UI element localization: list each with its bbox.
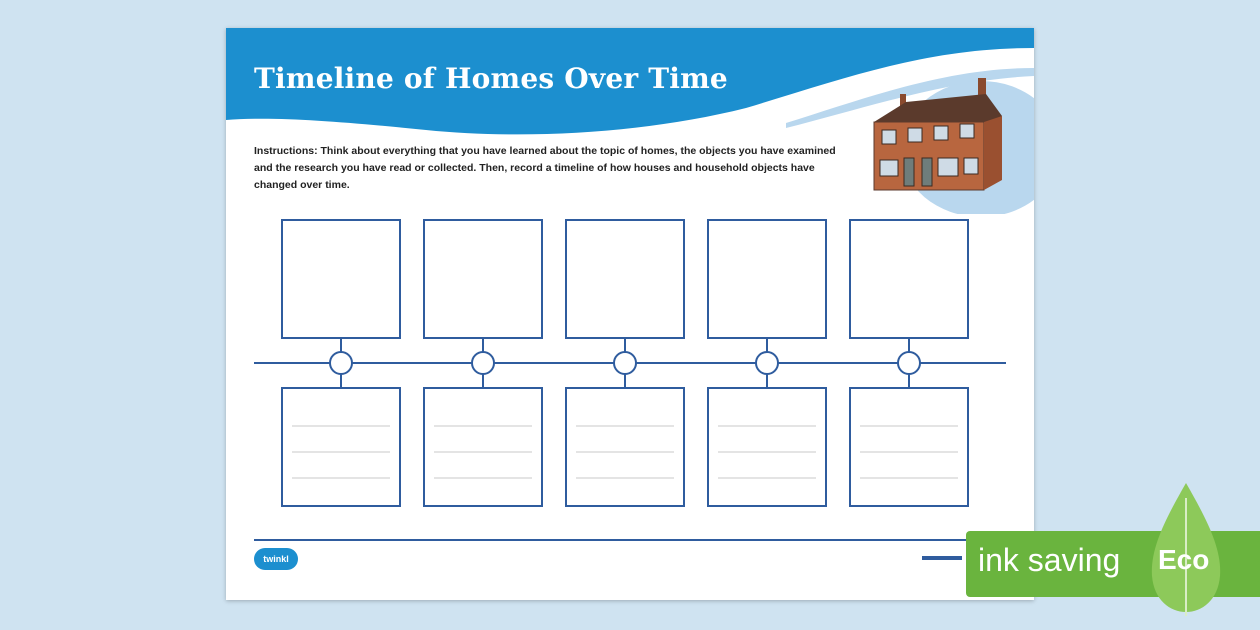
house-illustration bbox=[856, 64, 1034, 214]
timeline-writing-box bbox=[850, 388, 968, 506]
timeline-writing-box bbox=[424, 388, 542, 506]
timeline-writing-box bbox=[566, 388, 684, 506]
ink-saving-eco-badge bbox=[966, 478, 1260, 618]
timeline-writing-box bbox=[708, 388, 826, 506]
timeline-node bbox=[330, 352, 352, 374]
timeline-node bbox=[756, 352, 778, 374]
footer-page-info bbox=[922, 556, 962, 560]
instructions-text: Instructions: Think about everything that you have learned about the topic of homes, the objects you have examined and the research you have read or collected. Then, record a timeline of how houses and household objects have changed over time. bbox=[254, 145, 836, 191]
eco-label: Eco bbox=[1158, 544, 1210, 575]
publisher-logo: twinkl bbox=[254, 548, 298, 570]
timeline-node bbox=[898, 352, 920, 374]
timeline-diagram bbox=[226, 208, 1034, 518]
timeline-picture-box bbox=[850, 220, 968, 338]
timeline-picture-box bbox=[424, 220, 542, 338]
ink-saving-label: ink saving bbox=[978, 542, 1121, 578]
timeline-writing-box bbox=[282, 388, 400, 506]
footer-divider bbox=[254, 539, 1006, 541]
timeline-picture-box bbox=[708, 220, 826, 338]
timeline-node bbox=[472, 352, 494, 374]
timeline-picture-box bbox=[566, 220, 684, 338]
worksheet-page bbox=[226, 28, 1034, 600]
page-title: Timeline of Homes Over Time bbox=[254, 62, 728, 95]
timeline-picture-box bbox=[282, 220, 400, 338]
timeline-node bbox=[614, 352, 636, 374]
